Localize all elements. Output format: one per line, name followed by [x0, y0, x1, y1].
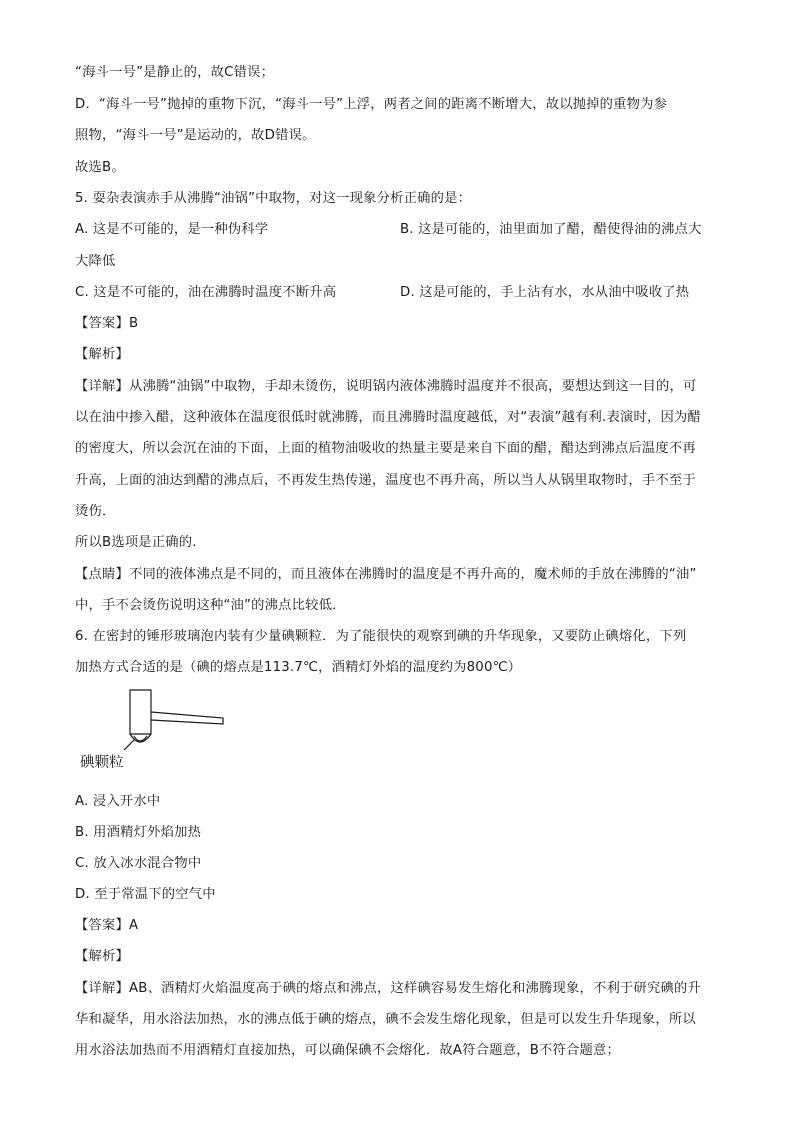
- option-b: B. 用酒精灯外焰加热: [75, 825, 202, 840]
- figure-label: 碘颗粒: [80, 755, 124, 771]
- question-5-stem: 5. 耍杂表演赤手从沸腾“油锅”中取物，对这一现象分析正确的是：: [75, 191, 472, 206]
- note-line: 中，手不会烫伤说明这种“油”的沸点比较低．: [75, 598, 346, 613]
- text-line: D．“海斗一号”抛掉的重物下沉，“海斗一号”上浮，两者之间的距离不断增大，故以抛掉的重物为参: [75, 97, 668, 112]
- option-a: A. 浸入开水中: [75, 794, 161, 809]
- answer-label: 【答案】A: [75, 918, 139, 933]
- explanation-line: 的密度大，所以会沉在油的下面，上面的植物油吸收的热量主要是来自下面的醋，醋达到沸点后温度不再: [75, 441, 696, 456]
- explanation-line: 烫伤．: [75, 504, 116, 519]
- option-a: A. 这是不可能的，是一种伪科学: [75, 222, 269, 237]
- explanation-line: 【详解】AB、酒精灯火焰温度高于碘的熔点和沸点，这样碘容易发生熔化和沸腾现象，不利于研究碘的升: [75, 981, 701, 996]
- iodine-bulb-figure: [108, 688, 228, 752]
- explanation-line: 所以B选项是正确的.: [75, 535, 197, 550]
- bulb-outline: [130, 690, 151, 734]
- explanation-line: 用水浴法加热而不用酒精灯直接加热，可以确保碘不会熔化．故A符合题意，B不符合题意；: [75, 1043, 620, 1058]
- note-line: 【点睛】不同的液体沸点是不同的，而且液体在沸腾时的温度是不再升高的，魔术师的手放在沸腾的“油”: [75, 567, 697, 582]
- option-d: D. 这是可能的，手上沾有水，水从油中吸收了热: [400, 285, 690, 300]
- analysis-label: 【解析】: [75, 949, 129, 964]
- text-line: “海斗一号”是静止的，故C错误；: [75, 65, 275, 80]
- explanation-line: 华和凝华，用水浴法加热，水的沸点低于碘的熔点，碘不会发生熔化现象，但是可以发生升华现象，所以: [75, 1012, 696, 1027]
- explanation-line: 升高，上面的油达到醋的沸点后，不再发生热传递，温度也不再升高，所以当人从锅里取物时，手不至于: [75, 473, 696, 488]
- answer-label: 【答案】B: [75, 316, 139, 331]
- option-b: B. 这是可能的，油里面加了醋，醋使得油的沸点大: [400, 222, 702, 237]
- option-c: C. 这是不可能的，油在沸腾时温度不断升高: [75, 285, 337, 300]
- option-d: D. 至于常温下的空气中: [75, 887, 216, 902]
- bulb-stem: [151, 712, 223, 724]
- option-c: C. 放入冰水混合物中: [75, 856, 202, 871]
- explanation-line: 以在油中掺入醋，这种液体在温度很低时就沸腾，而且沸腾时温度越低，对“表演”越有利.表演时，因为醋: [75, 410, 701, 425]
- question-6-stem: 6. 在密封的锤形玻璃泡内装有少量碘颗粒．为了能很快的观察到碘的升华现象，又要防止碘熔化，下列: [75, 629, 687, 644]
- text-line: 故选B。: [75, 160, 125, 175]
- analysis-label: 【解析】: [75, 347, 129, 362]
- label-pointer: [124, 740, 134, 750]
- text-line: 照物，“海斗一号”是运动的，故D错误。: [75, 128, 316, 143]
- explanation-line: 【详解】从沸腾“油锅”中取物，手却未烫伤，说明锅内液体沸腾时温度并不很高，要想达到这一目的，可: [75, 379, 697, 394]
- question-6-stem: 加热方式合适的是（碘的熔点是113.7℃，酒精灯外焰的温度约为800℃）: [75, 660, 522, 675]
- option-b-continued: 大降低: [75, 254, 116, 269]
